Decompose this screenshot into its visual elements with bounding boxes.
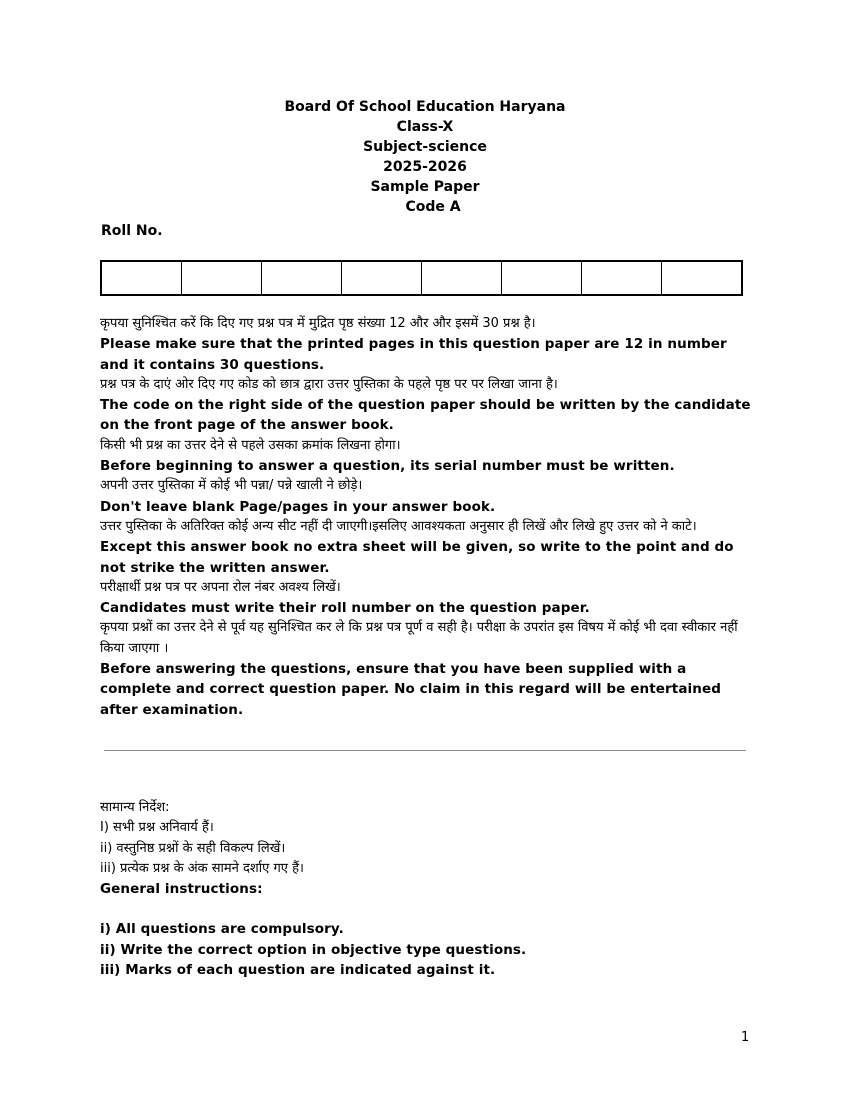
instruction-english: Please make sure that the printed pages in this question paper are 12 in number and it contains 30 questions.	[100, 336, 727, 373]
roll-number-box[interactable]	[662, 262, 741, 294]
class-label: Class-X	[396, 119, 454, 135]
instruction-hindi: कृपया प्रश्नों का उत्तर देने से पूर्व यह सुनिश्चित कर ले कि प्रश्न पत्र पूर्ण व सही है। परीक्षा के उपरांत इस विषय में कोई भी दवा स्वीकार नहीं किया जाएगा ।	[100, 620, 738, 656]
roll-number-box[interactable]	[582, 262, 662, 294]
roll-number-box[interactable]	[102, 262, 182, 294]
instructions-block	[100, 314, 755, 720]
section-divider	[104, 750, 746, 751]
paper-type-label: Sample Paper	[370, 179, 480, 195]
instruction-hindi: कृपया सुनिश्चित करें कि दिए गए प्रश्न पत्र में मुद्रित पृष्ठ संख्या 12 और और इसमें 30 प्रश्न है।	[100, 316, 536, 331]
instruction-hindi: अपनी उत्तर पुस्तिका में कोई भी पन्ना/ पन्ने खाली ने छोड़े।	[100, 478, 363, 494]
session-label: 2025-2026	[383, 159, 467, 175]
general-heading-english: General instructions:	[100, 881, 263, 898]
subject-label: Subject-science	[363, 139, 487, 155]
roll-number-box[interactable]	[262, 262, 342, 294]
roll-number-box[interactable]	[182, 262, 262, 294]
roll-number-label: Roll No.	[101, 223, 163, 239]
general-item-hindi: iii) प्रत्येक प्रश्न के अंक सामने दर्शाए गए हैं।	[100, 860, 304, 876]
instruction-hindi: किसी भी प्रश्न का उत्तर देने से पहले उसका क्रमांक लिखना होगा।	[100, 437, 401, 453]
general-instructions	[100, 798, 755, 980]
instruction-english: Candidates must write their roll number on the question paper.	[100, 600, 590, 617]
instruction-english: Before beginning to answer a question, its serial number must be written.	[100, 458, 675, 475]
general-item-english: ii) Write the correct option in objective type questions.	[100, 941, 527, 958]
general-heading-hindi: सामान्य निर्देश:	[100, 800, 170, 815]
roll-number-box[interactable]	[502, 262, 582, 294]
instruction-english: The code on the right side of the question paper should be written by the candidate on the front page of the answer book.	[100, 397, 751, 434]
instruction-hindi: उत्तर पुस्तिका के अतिरिक्त कोई अन्य सीट नहीं दी जाएगी।इसलिए आवश्यकता अनुसार ही लिखें और लिखे हुए उत्तर को ने काटे।	[100, 518, 697, 534]
paper-code: Code A	[405, 199, 461, 215]
board-name: Board Of School Education Haryana	[284, 99, 566, 115]
general-item-english: iii) Marks of each question are indicated against it.	[100, 962, 496, 979]
roll-number-box[interactable]	[422, 262, 502, 294]
general-item-english: i) All questions are compulsory.	[100, 921, 344, 938]
roll-number-grid	[100, 260, 743, 296]
roll-number-box[interactable]	[342, 262, 422, 294]
instruction-english: Before answering the questions, ensure that you have been supplied with a complete and correct question paper. No claim in this regard will be entertained after examination.	[100, 661, 721, 718]
instruction-hindi: प्रश्न पत्र के दाएं ओर दिए गए कोड को छात्र द्वारा उत्तर पुस्तिका के पहले पृष्ठ पर पर लिखा जाना है।	[100, 376, 558, 392]
general-item-hindi: ii) वस्तुनिष्ठ प्रश्नों के सही विकल्प लिखें।	[100, 840, 286, 856]
general-item-hindi: I) सभी प्रश्न अनिवार्य हैं।	[100, 820, 214, 836]
instruction-hindi: परीक्षार्थी प्रश्न पत्र पर अपना रोल नंबर अवश्य लिखें।	[100, 579, 341, 595]
instruction-english: Except this answer book no extra sheet will be given, so write to the point and do not strike the written answer.	[100, 539, 734, 576]
instruction-english: Don't leave blank Page/pages in your answer book.	[100, 498, 496, 515]
paper-header	[0, 97, 850, 217]
page-number: 1	[741, 1030, 750, 1045]
